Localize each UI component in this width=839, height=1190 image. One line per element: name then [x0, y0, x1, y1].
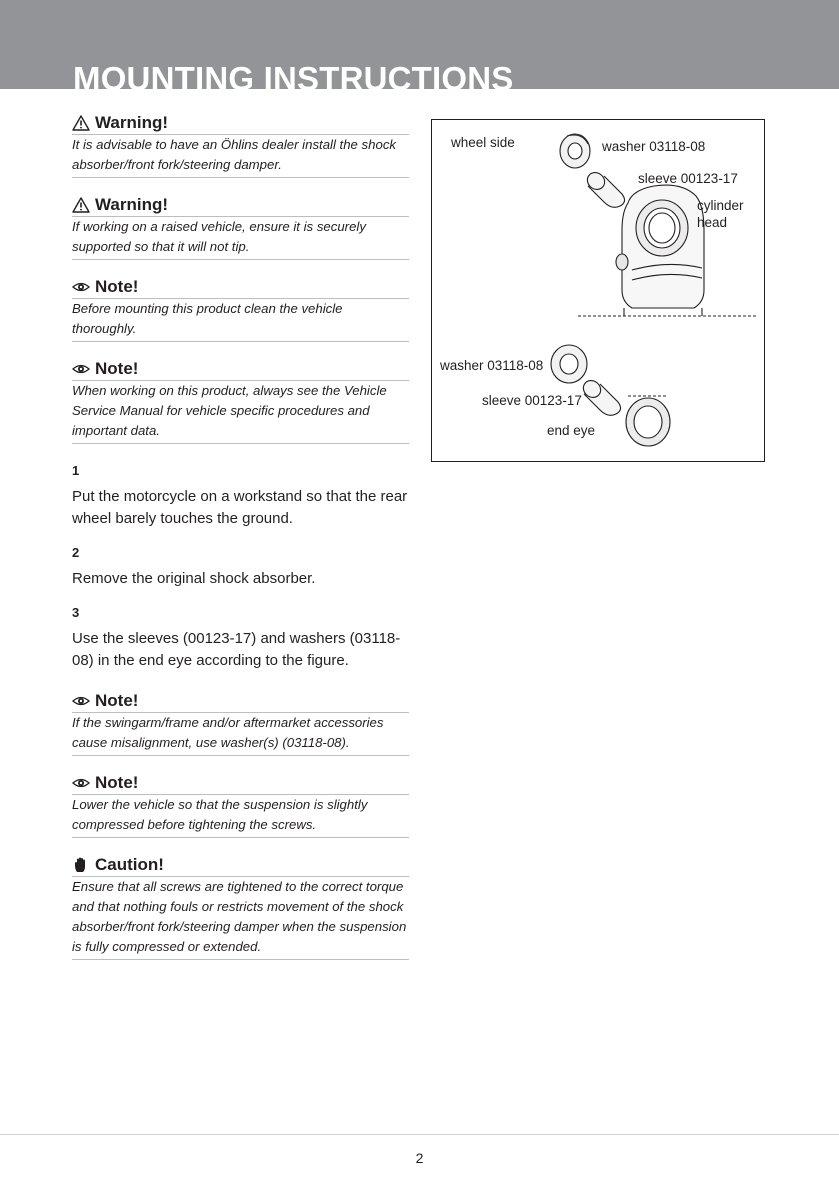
step-1 [72, 462, 409, 530]
label-washer-top: washer 03118-08 [602, 139, 706, 154]
notice-warning [72, 194, 409, 260]
notice-heading [72, 112, 409, 135]
notice-heading [72, 772, 409, 795]
footer-rule [0, 1134, 839, 1135]
notice-note [72, 276, 409, 342]
notice-note [72, 690, 409, 756]
step-number: 1 [72, 463, 80, 478]
notice-heading [72, 276, 409, 299]
eye-icon [72, 279, 90, 295]
notice-text: Lower the vehicle so that the suspension is slightly compressed before tightening the screws. [72, 795, 409, 838]
eye-icon [72, 775, 90, 791]
step-number: 2 [72, 545, 80, 560]
notice-text: It is advisable to have an Öhlins dealer install the shock absorber/front fork/steering damper. [72, 135, 409, 178]
notice-text: If the swingarm/frame and/or aftermarket accessories cause misalignment, use washer(s) (03118-08). [72, 713, 409, 756]
step-text: Use the sleeves (00123-17) and washers (03118-08) in the end eye according to the figure. [72, 630, 401, 669]
end-eye-part [626, 396, 670, 446]
page-number: 2 [415, 1150, 424, 1166]
notices-bottom [72, 690, 409, 960]
notice-title: Note! [95, 359, 139, 378]
label-washer-bottom: washer 03118-08 [440, 358, 544, 373]
instructions-column [72, 112, 409, 976]
step-3 [72, 604, 409, 672]
notice-text: Before mounting this product clean the vehicle thoroughly. [72, 299, 409, 342]
notice-note [72, 772, 409, 838]
notice-title: Warning! [95, 113, 169, 132]
label-wheel-side: wheel side [451, 135, 515, 150]
notice-heading [72, 358, 409, 381]
notice-text: When working on this product, always see the Vehicle Service Manual for vehicle specific procedures and important data. [72, 381, 409, 444]
step-2 [72, 544, 409, 590]
notice-caution [72, 854, 409, 960]
notice-warning [72, 112, 409, 178]
notice-title: Note! [95, 773, 139, 792]
sleeve-bottom-part [580, 377, 621, 415]
notice-title: Caution! [95, 855, 164, 874]
label-sleeve-bottom: sleeve 00123-17 [482, 393, 582, 408]
washer-top-part [560, 134, 590, 168]
step-text: Remove the original shock absorber. [72, 570, 316, 587]
mounting-figure [431, 119, 765, 462]
notice-title: Note! [95, 277, 139, 296]
label-cylinder-head: cylinder head [697, 198, 744, 230]
label-end-eye: end eye [547, 423, 596, 438]
page-title: MOUNTING INSTRUCTIONS [73, 60, 514, 89]
notice-title: Warning! [95, 195, 169, 214]
sleeve-top-part [584, 169, 625, 207]
hand-icon [72, 857, 90, 873]
eye-icon [72, 693, 90, 709]
warning-triangle-icon [72, 115, 90, 131]
eye-icon [72, 361, 90, 377]
notices-top [72, 112, 409, 444]
step-number: 3 [72, 605, 80, 620]
notice-text: If working on a raised vehicle, ensure it is securely supported so that it will not tip. [72, 217, 409, 260]
notice-text: Ensure that all screws are tightened to the correct torque and that nothing fouls or restricts movement of the shock absorber/front fork/steering damper when the suspension is fully compressed or extended. [72, 877, 409, 960]
notice-title: Note! [95, 691, 139, 710]
label-sleeve-top: sleeve 00123-17 [638, 171, 738, 186]
steps-list [72, 460, 409, 672]
notice-heading [72, 194, 409, 217]
step-text: Put the motorcycle on a workstand so that the rear wheel barely touches the ground. [72, 488, 408, 527]
washer-bottom-part [551, 345, 587, 383]
notice-heading [72, 854, 409, 877]
notice-note [72, 358, 409, 444]
notice-heading [72, 690, 409, 713]
warning-triangle-icon [72, 197, 90, 213]
